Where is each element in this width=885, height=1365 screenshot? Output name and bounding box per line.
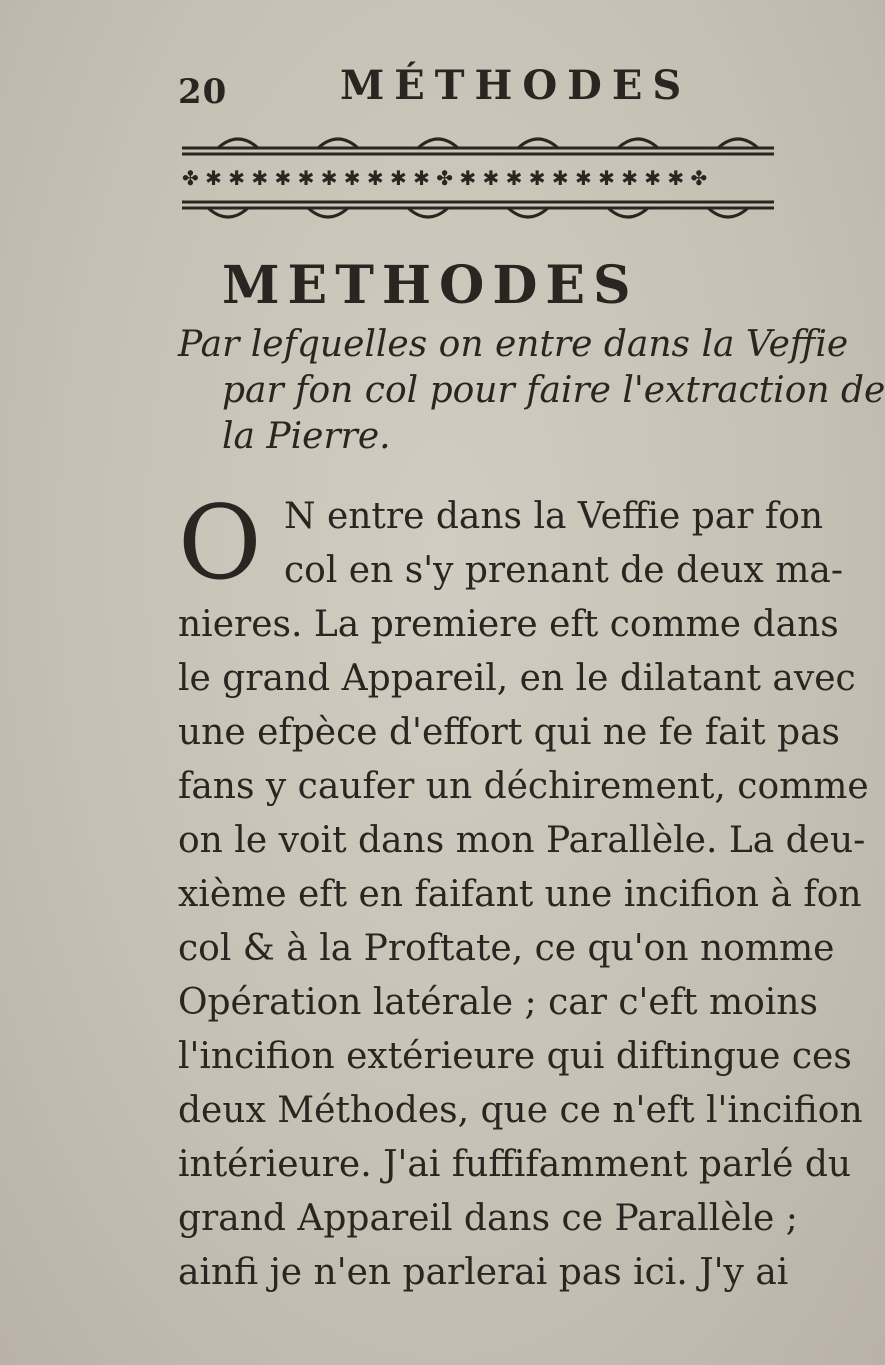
svg-text:✤ ✱ ✱ ✱ ✱ ✱ ✱ ✱ ✱ ✱ ✱ ✤ ✱ ✱ ✱: ✤ ✱ ✱ ✱ ✱ ✱ ✱ ✱ ✱ ✱ ✱ ✤ ✱ ✱ ✱ ✱ ✱ ✱ ✱ ✱ ✱ ✱ ✤: [182, 166, 708, 190]
body-line: col & à la Proftate, ce qu'on nomme: [178, 928, 835, 969]
body-line: deux Méthodes, que ce n'eft l'incifion: [178, 1090, 863, 1131]
body-line: col en s'y prenant de deux ma-: [284, 550, 844, 591]
body-line: Opération latérale ; car c'eft moins: [178, 982, 818, 1023]
body-line: N entre dans la Veffie par fon: [284, 496, 824, 537]
running-head: [178, 62, 718, 112]
floral-band-ornament-icon: [178, 128, 778, 228]
subtitle-line: la Pierre.: [222, 416, 391, 457]
body-line: nieres. La premiere eft comme dans: [178, 604, 839, 645]
page-number: 20: [178, 72, 228, 112]
subtitle-line: Par lefquelles on entre dans la Veffie: [178, 324, 849, 365]
body-paragraph: [178, 484, 869, 1300]
subtitle-line: par fon col pour faire l'extraction de: [222, 370, 885, 411]
running-title: MÉTHODES: [340, 62, 692, 109]
body-line: xième eft en faifant une incifion à fon: [178, 874, 862, 915]
body-line: le grand Appareil, en le dilatant avec: [178, 658, 856, 699]
body-line: intérieure. J'ai fuffifamment parlé du: [178, 1144, 852, 1185]
body-line: grand Appareil dans ce Parallèle ;: [178, 1198, 798, 1239]
body-line: on le voit dans mon Parallèle. La deu-: [178, 820, 866, 861]
body-line: l'incifion extérieure qui diftingue ces: [178, 1036, 852, 1077]
drop-cap: O: [178, 484, 262, 603]
body-line: une efpèce d'effort qui ne fe fait pas: [178, 712, 841, 753]
body-line: fans y caufer un déchirement, comme: [178, 766, 869, 807]
section-subtitle: [178, 322, 885, 460]
section-heading: METHODES: [222, 255, 639, 316]
body-line: ainfi je n'en parlerai pas ici. J'y ai: [178, 1252, 789, 1293]
